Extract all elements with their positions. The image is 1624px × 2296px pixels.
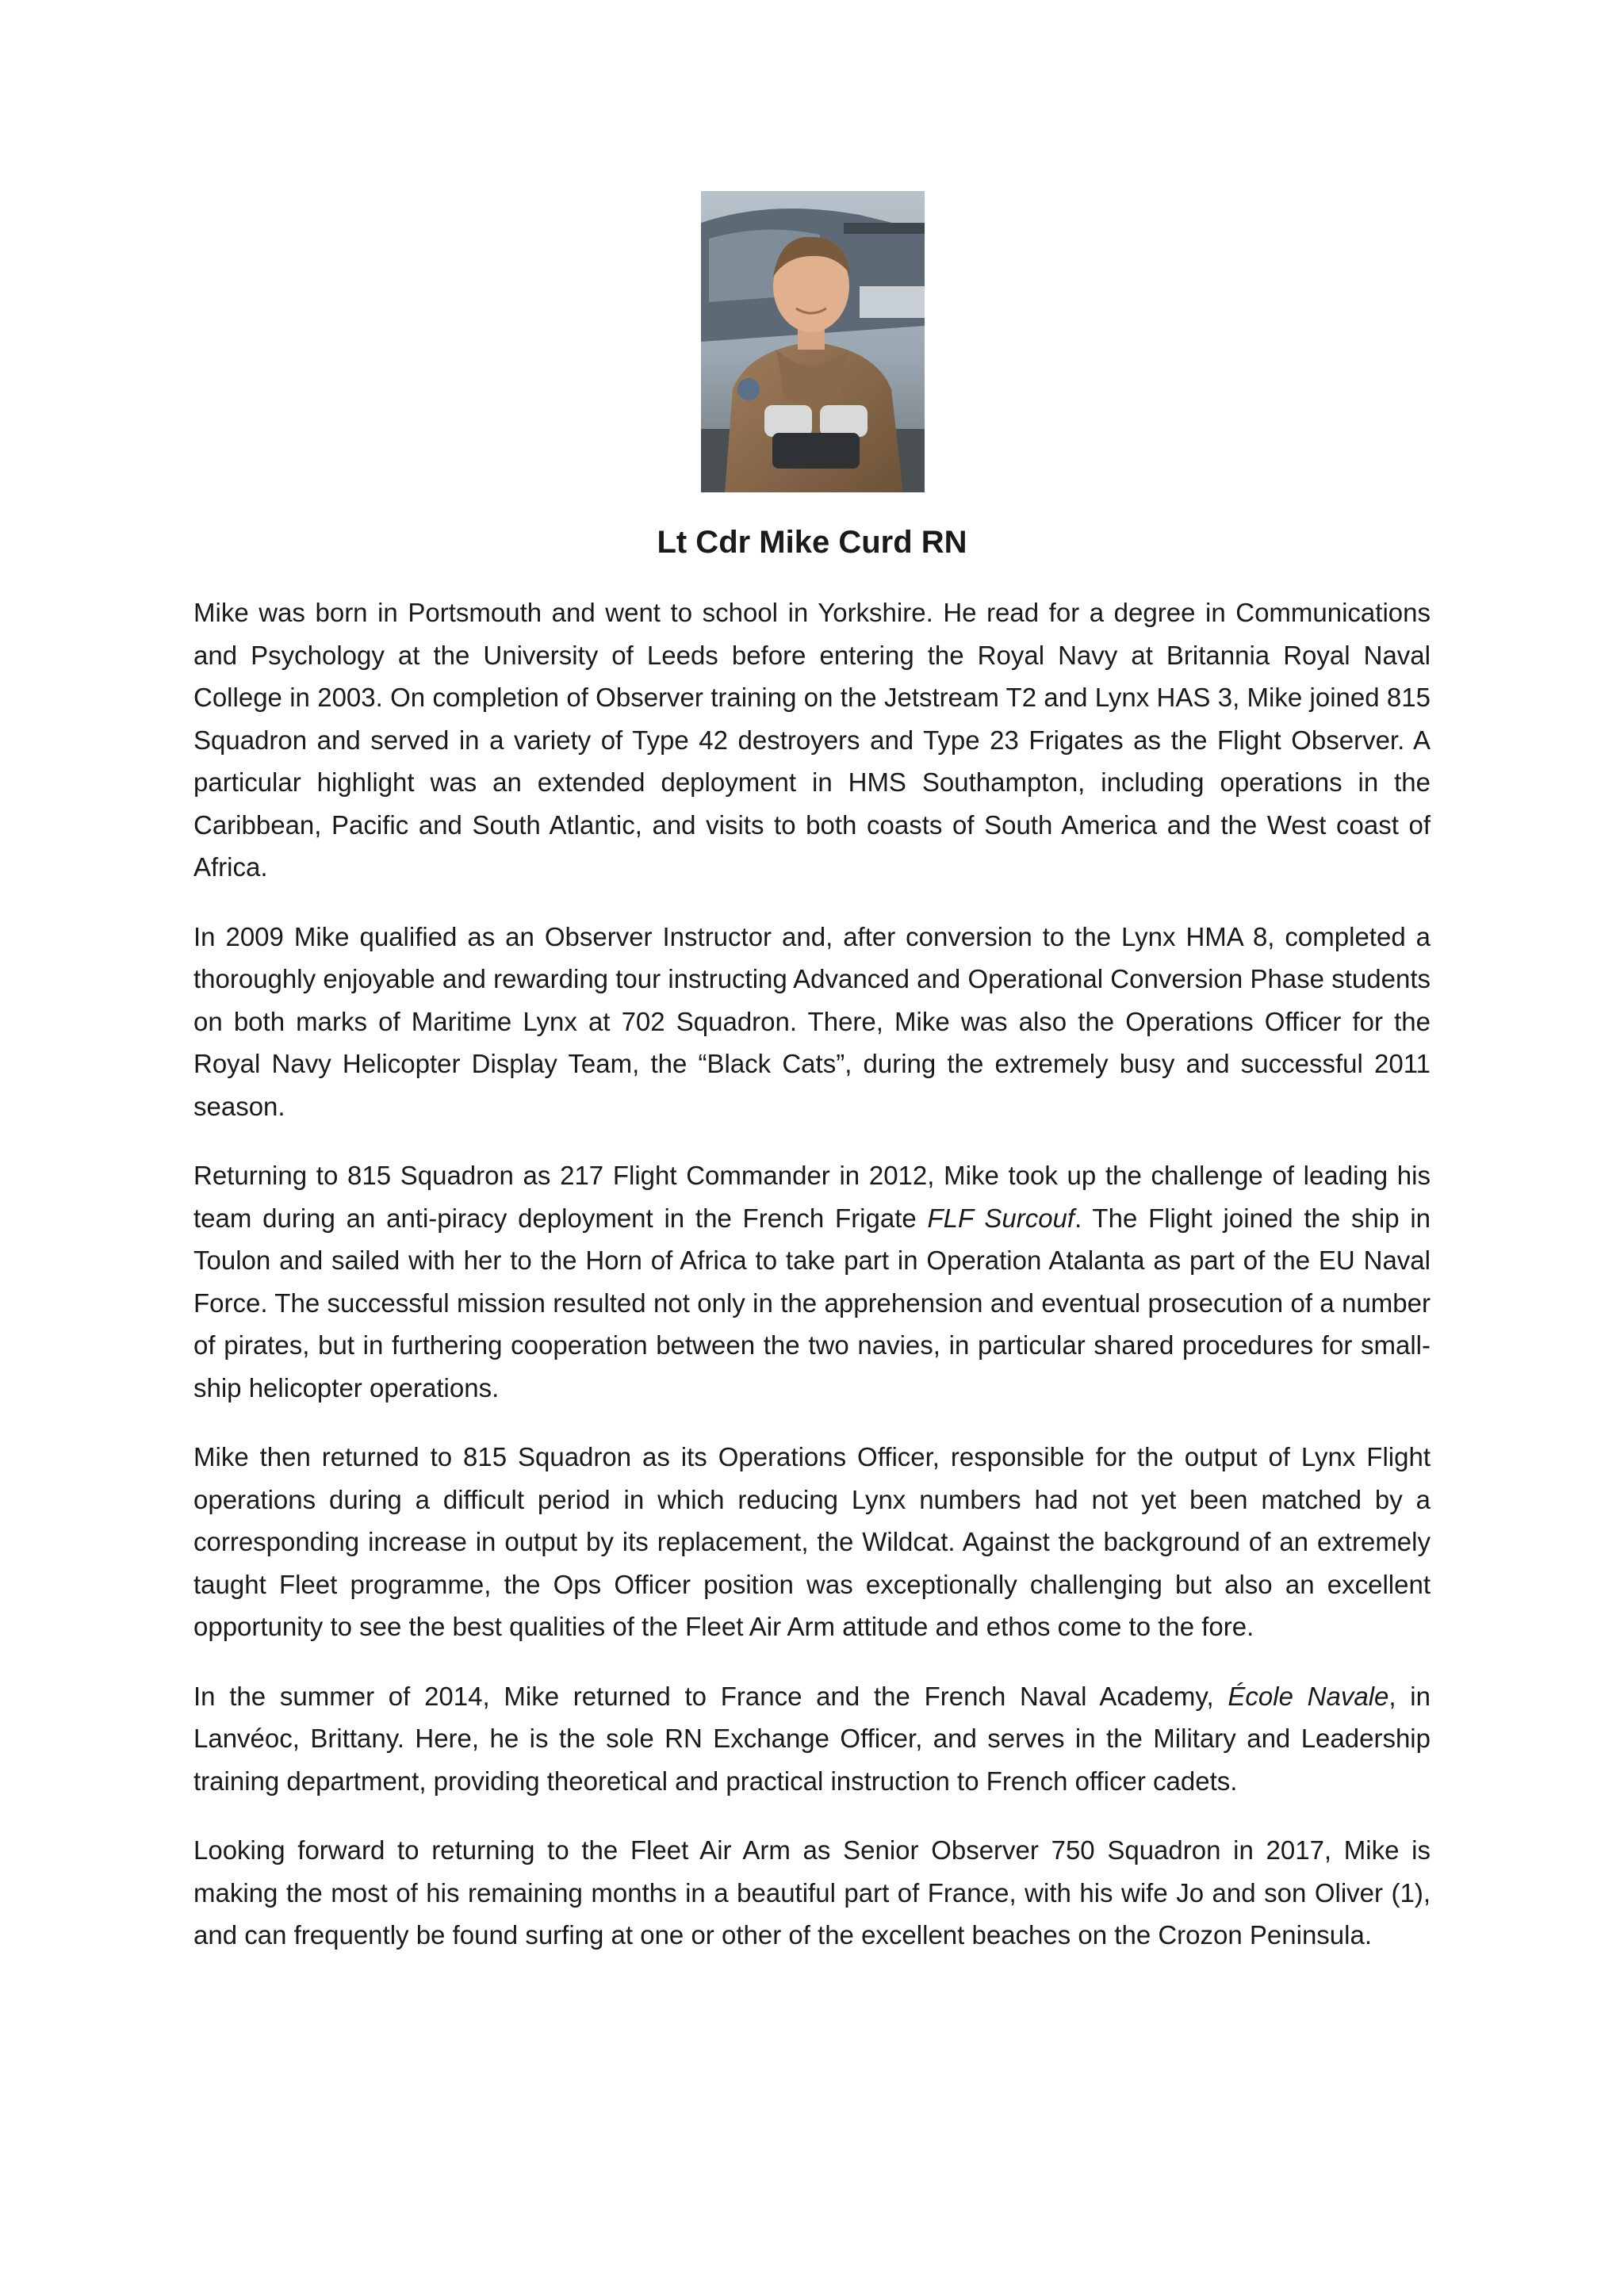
biography-paragraph-5 xyxy=(193,1675,1431,1803)
paragraph-3-text-a: Returning to 815 Squadron as 217 Flight Commander in 2012, Mike took up the challenge of leading his team during an anti-piracy deployment in the French Frigate xyxy=(193,1161,1431,1233)
paragraph-5-text-b: , in Lanvéoc, Brittany. Here, he is the sole RN Exchange Officer, and serves in the Military and Leadership training department, providing theoretical and practical instruction to French officer cadets. xyxy=(193,1681,1431,1796)
biography-paragraph-2: In 2009 Mike qualified as an Observer Instructor and, after conversion to the Lynx HMA 8, completed a thoroughly enjoyable and rewarding tour instructing Advanced and Operational Conversion Phase students on both marks of Maritime Lynx at 702 Squadron. There, Mike was also the Operations Officer for the Royal Navy Helicopter Display Team, the “Black Cats”, during the extremely busy and successful 2011 season. xyxy=(193,921,1431,1121)
ship-name: FLF Surcouf xyxy=(927,1203,1075,1233)
page-title: Lt Cdr Mike Curd RN xyxy=(657,525,967,560)
biography-paragraph-6: Looking forward to returning to the Fleet Air Arm as Senior Observer 750 Squadron in 2017, Mike is making the most of his remaining months in a beautiful part of France, with his wife Jo and son Oliver (1), and can frequently be found surfing at one or other of the excellent beaches on the Crozon Peninsula. xyxy=(193,1835,1431,1950)
biography-paragraph-4: Mike then returned to 815 Squadron as its Operations Officer, responsible for the output of Lynx Flight operations during a difficult period in which reducing Lynx numbers had not yet been matched by a corresponding increase in output by its replacement, the Wildcat. Against the background of an extremely taught Fleet programme, the Ops Officer position was exceptionally challenging but also an excellent opportunity to see the best qualities of the Fleet Air Arm attitude and ethos come to the fore. xyxy=(193,1442,1431,1641)
paragraph-5-text-a: In the summer of 2014, Mike returned to France and the French Naval Academy, xyxy=(193,1681,1228,1711)
biography-text xyxy=(193,591,1431,1984)
biography-paragraph-3 xyxy=(193,1154,1431,1409)
paragraph-3-text-b: . The Flight joined the ship in Toulon and sailed with her to the Horn of Africa to take part in Operation Atalanta as part of the EU Naval Force. The successful mission resulted not only in the apprehension and eventual prosecution of a number of pirates, but in furthering cooperation between the two navies, in particular shared procedures for small-ship helicopter operations. xyxy=(193,1203,1431,1402)
portrait-photo xyxy=(701,191,925,492)
academy-name: École Navale xyxy=(1228,1681,1389,1711)
biography-paragraph-1: Mike was born in Portsmouth and went to school in Yorkshire. He read for a degree in Communications and Psychology at the University of Leeds before entering the Royal Navy at Britannia Royal Naval College in 2003. On completion of Observer training on the Jetstream T2 and Lynx HAS 3, Mike joined 815 Squadron and served in a variety of Type 42 destroyers and Type 23 Frigates as the Flight Observer. A particular highlight was an extended deployment in HMS Southampton, including operations in the Caribbean, Pacific and South Atlantic, and visits to both coasts of South America and the West coast of Africa. xyxy=(193,598,1431,882)
